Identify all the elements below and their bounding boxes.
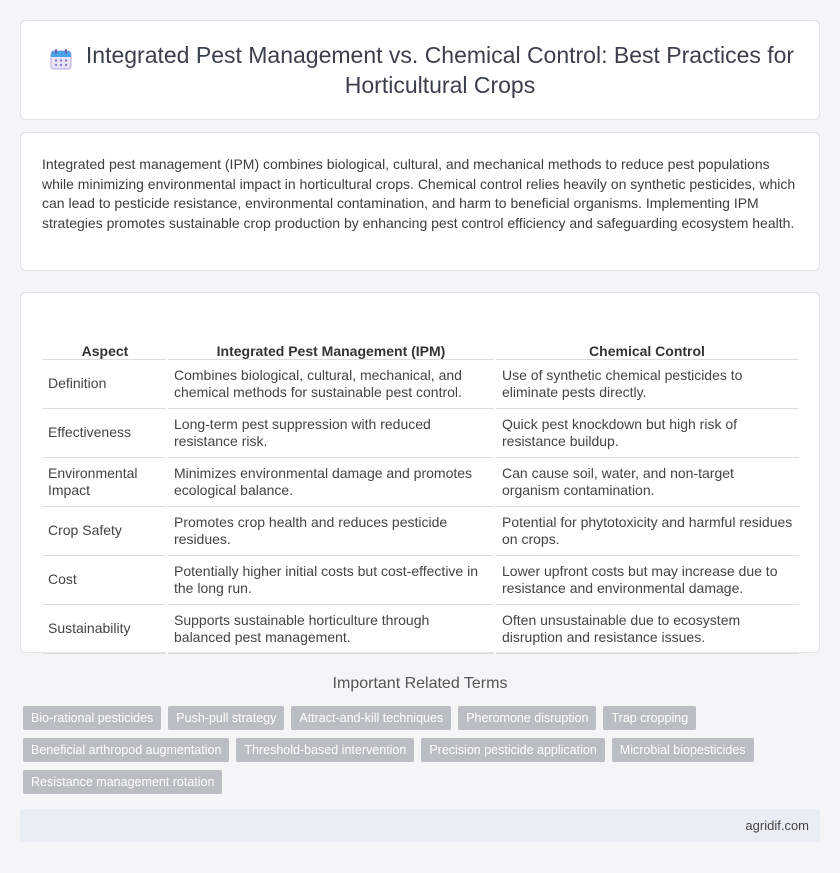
row-aspect: Definition bbox=[43, 359, 167, 408]
related-term-tag[interactable]: Resistance management rotation bbox=[23, 770, 222, 794]
row-ipm: Supports sustainable horticulture through balanced pest management. bbox=[167, 604, 495, 653]
table-row bbox=[43, 506, 799, 555]
row-chemical: Lower upfront costs but may increase due to resistance and environmental damage. bbox=[495, 555, 799, 604]
header-ipm: Integrated Pest Management (IPM) bbox=[167, 315, 495, 359]
row-chemical: Quick pest knockdown but high risk of resistance buildup. bbox=[495, 408, 799, 457]
related-term-tag[interactable]: Attract-and-kill techniques bbox=[291, 706, 451, 730]
related-term-tag[interactable]: Push-pull strategy bbox=[168, 706, 284, 730]
header-aspect: Aspect bbox=[43, 315, 167, 359]
row-ipm: Long-term pest suppression with reduced resistance risk. bbox=[167, 408, 495, 457]
related-term-tag[interactable]: Pheromone disruption bbox=[458, 706, 596, 730]
row-aspect: Crop Safety bbox=[43, 506, 167, 555]
row-aspect: Sustainability bbox=[43, 604, 167, 653]
footer bbox=[20, 809, 820, 842]
comparison-table bbox=[43, 315, 799, 654]
table-row bbox=[43, 457, 799, 506]
row-aspect: Cost bbox=[43, 555, 167, 604]
header-card bbox=[20, 20, 820, 120]
row-ipm: Potentially higher initial costs but cost-effective in the long run. bbox=[167, 555, 495, 604]
comparison-table-card bbox=[20, 292, 820, 653]
table-row bbox=[43, 408, 799, 457]
related-terms-title: Important Related Terms bbox=[332, 675, 508, 692]
intro-card bbox=[20, 132, 820, 271]
table-row bbox=[43, 555, 799, 604]
row-aspect: Effectiveness bbox=[43, 408, 167, 457]
header-chemical: Chemical Control bbox=[495, 315, 799, 359]
page-title: Integrated Pest Management vs. Chemical Control: Best Practices for Horticultural Crops bbox=[85, 42, 795, 98]
row-ipm: Minimizes environmental damage and promotes ecological balance. bbox=[167, 457, 495, 506]
related-term-tag[interactable]: Precision pesticide application bbox=[421, 738, 604, 762]
row-chemical: Use of synthetic chemical pesticides to eliminate pests directly. bbox=[495, 359, 799, 408]
row-aspect: Environmental Impact bbox=[43, 457, 167, 506]
table-header-row bbox=[43, 315, 799, 359]
row-ipm: Combines biological, cultural, mechanical, and chemical methods for sustainable pest control. bbox=[167, 359, 495, 408]
row-ipm: Promotes crop health and reduces pesticide residues. bbox=[167, 506, 495, 555]
table-row bbox=[43, 604, 799, 653]
row-chemical: Potential for phytotoxicity and harmful residues on crops. bbox=[495, 506, 799, 555]
related-term-tag[interactable]: Bio-rational pesticides bbox=[23, 706, 161, 730]
intro-text: Integrated pest management (IPM) combines biological, cultural, and mechanical methods to reduce pest populations while minimizing environmental impact in horticultural crops. Chemical control relies heavily on synthetic pesticides, which can lead to pesticide resistance, environmental contamination, and harm to beneficial organisms. Implementing IPM strategies promotes sustainable crop production by enhancing pest control efficiency and safeguarding ecosystem health. bbox=[42, 156, 796, 231]
related-term-tag[interactable]: Threshold-based intervention bbox=[236, 738, 414, 762]
related-term-tag[interactable]: Trap cropping bbox=[603, 706, 696, 730]
related-terms-list bbox=[23, 706, 823, 794]
row-chemical: Often unsustainable due to ecosystem disruption and resistance issues. bbox=[495, 604, 799, 653]
table-row bbox=[43, 359, 799, 408]
related-term-tag[interactable]: Microbial biopesticides bbox=[612, 738, 754, 762]
row-chemical: Can cause soil, water, and non-target organism contamination. bbox=[495, 457, 799, 506]
related-term-tag[interactable]: Beneficial arthropod augmentation bbox=[23, 738, 229, 762]
footer-site-link[interactable]: agridif.com bbox=[745, 818, 809, 833]
